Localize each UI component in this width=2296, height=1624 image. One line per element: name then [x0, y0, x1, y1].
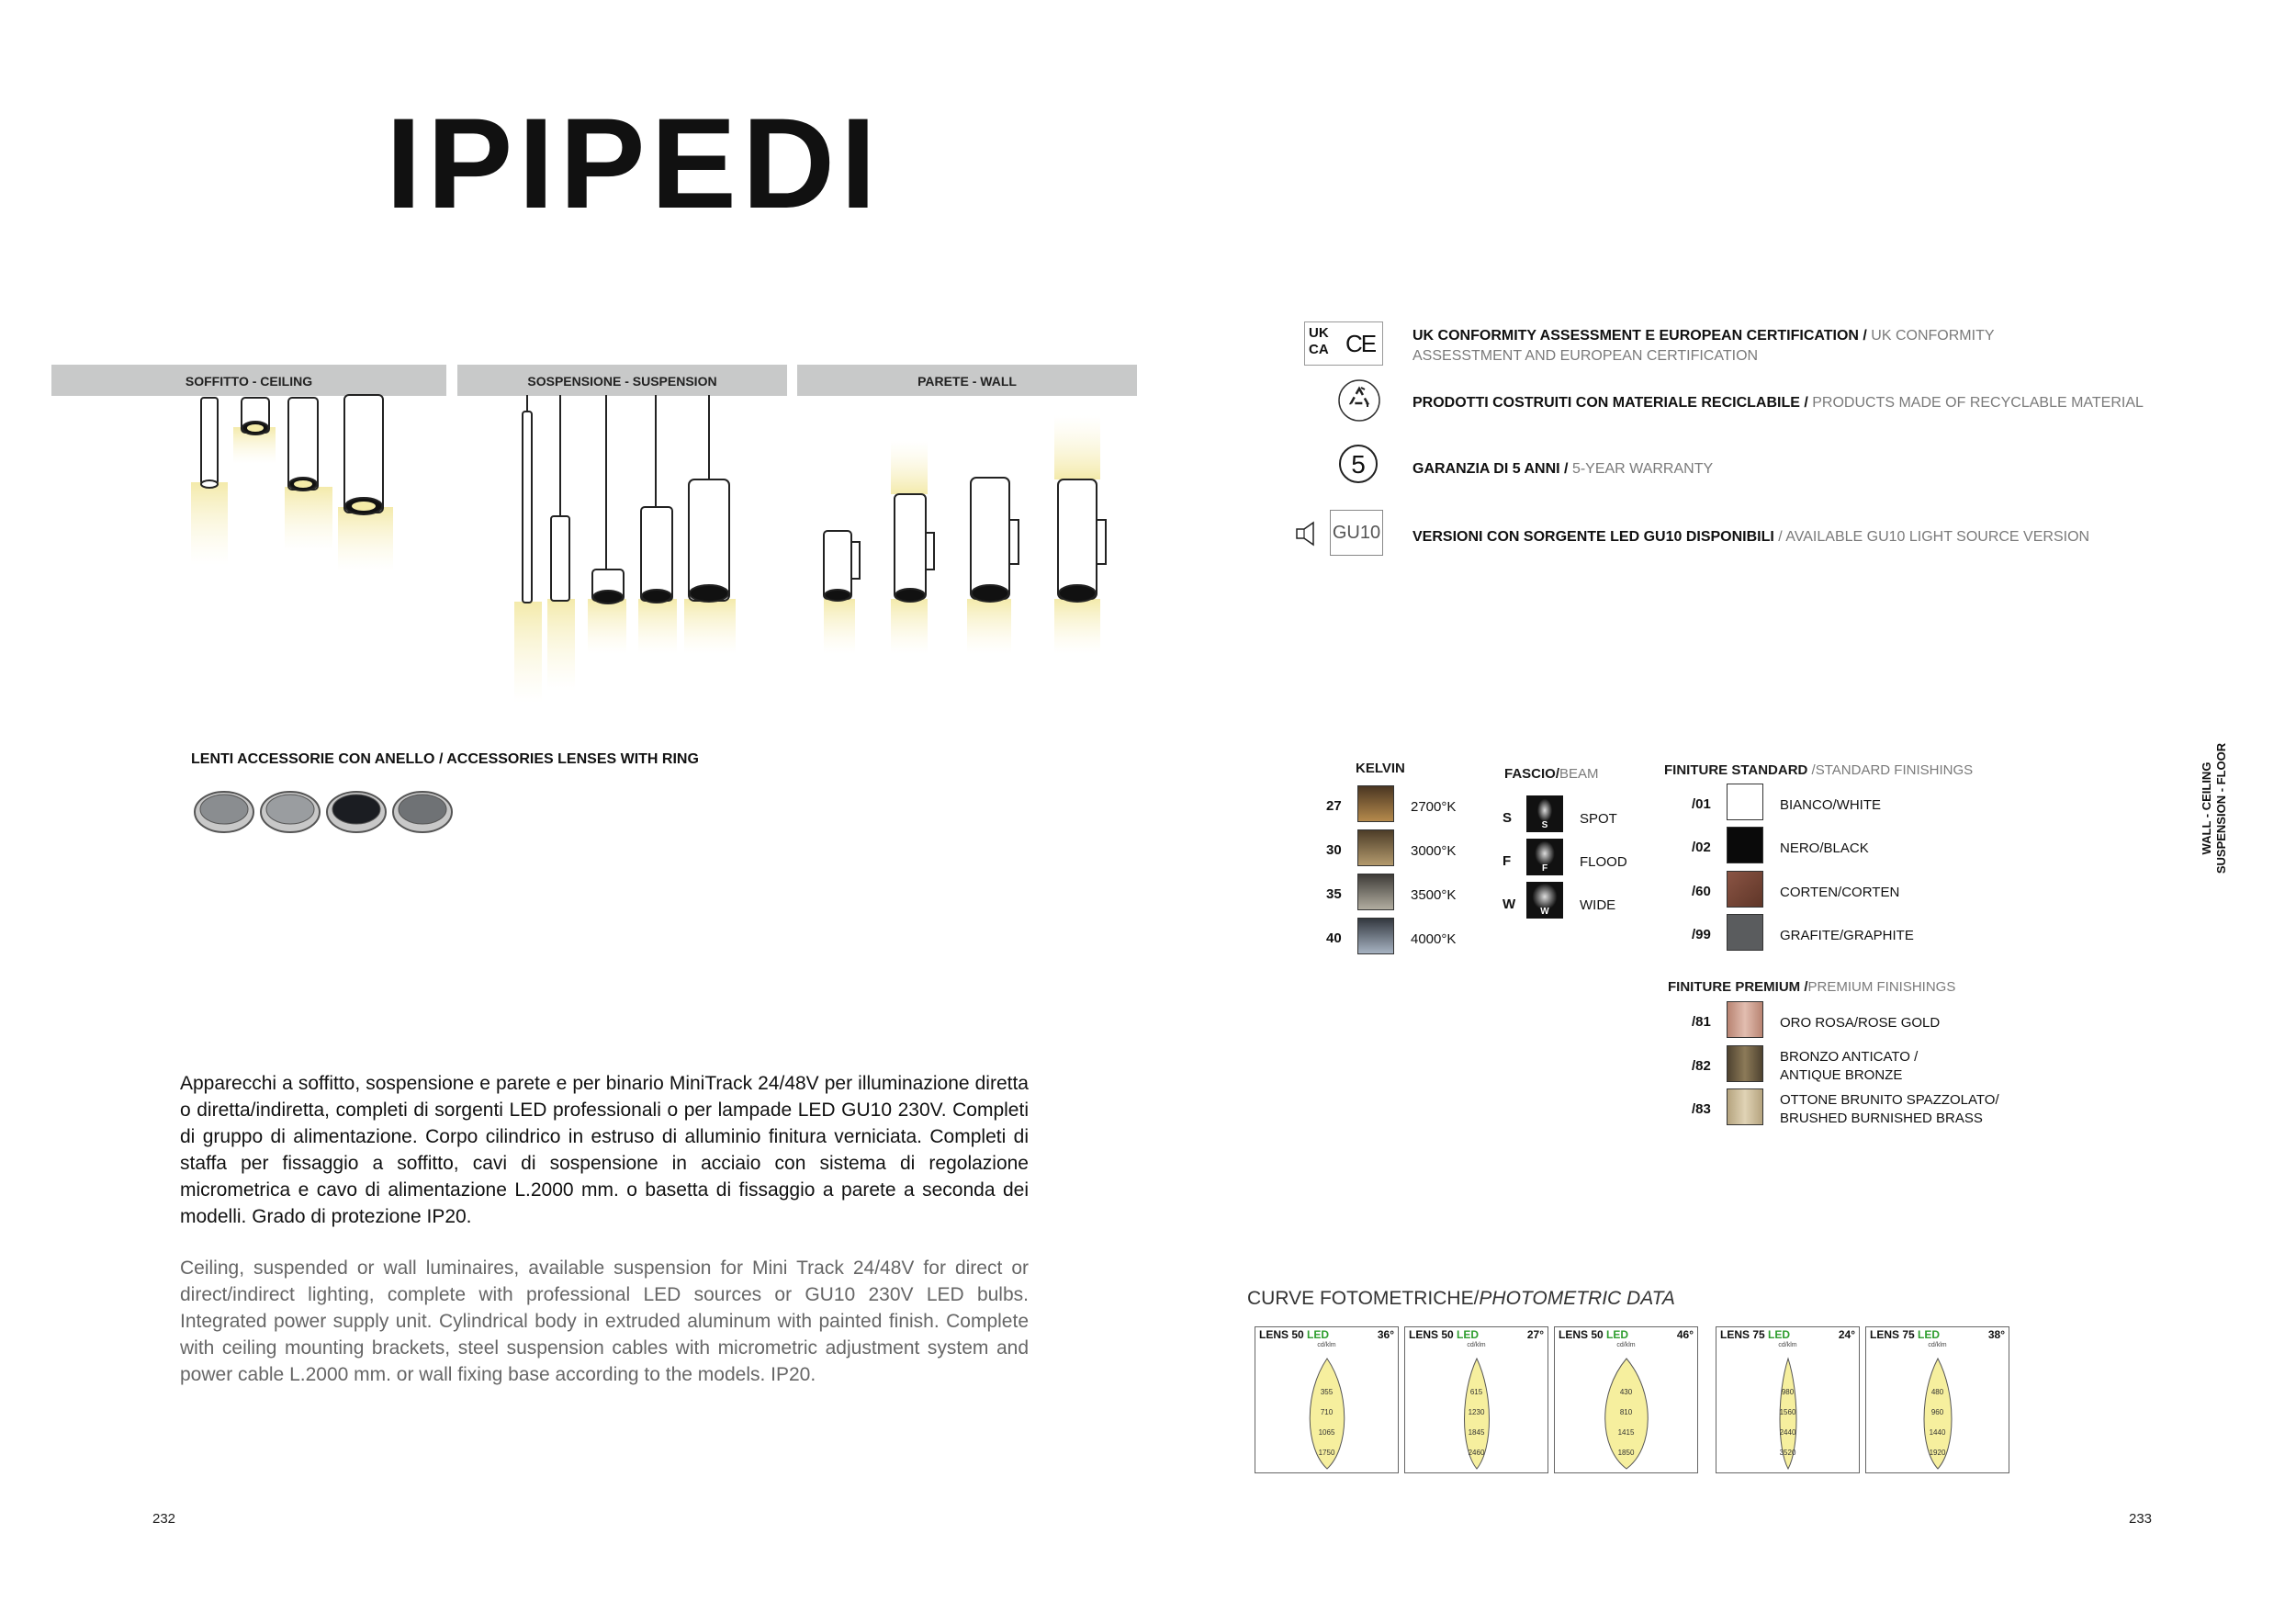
kelvin-swatch — [1357, 785, 1394, 822]
cert-ukca-text: UK CONFORMITY ASSESSMENT E EUROPEAN CERTIFICATION / UK CONFORMITY ASSESSTMENT AND EUROPEAN CERTIFICATION — [1412, 328, 1995, 364]
lenses-title: LENTI ACCESSORIE CON ANELLO / ACCESSORIES LENSES WITH RING — [191, 751, 699, 767]
lens-icon — [393, 792, 452, 832]
finish-swatch — [1727, 914, 1763, 951]
product-title: IPIPEDI — [386, 91, 882, 235]
photometric-curve: LENS 75 LED 24° cd/klm 980 1560 2440 3520 — [1716, 1326, 1860, 1473]
kelvin-swatch — [1357, 829, 1394, 866]
description-italian: Apparecchi a soffitto, sospensione e parete e per binario MiniTrack 24/48V per illuminazione diretta o diretta/indiretta, completi di sorgenti LED professionali o per lampade LED GU10 230V. Completi di gruppo di alimentazione. Corpo cilindrico in estruso di alluminio finitura verniciata. Completi di staffa per fissaggio a soffitto, cavi di sospensione in acciaio con sistema di regolazione micrometrica e cavo di alimentazione L.2000 mm. o basetta di fissaggio a parete a seconda dei modelli. Grado di protezione IP20. — [180, 1073, 1029, 1227]
product-drawings — [0, 386, 1157, 707]
suspension-lamps — [514, 395, 736, 703]
cert-gu10-text: VERSIONI CON SORGENTE LED GU10 DISPONIBILI / AVAILABLE GU10 LIGHT SOURCE VERSION — [1412, 529, 2090, 545]
page-number-right: 233 — [2129, 1511, 2153, 1527]
photometric-curve: LENS 50 LED 36° cd/klm 355 710 1065 1750 — [1255, 1326, 1399, 1473]
flood-beam-icon: F — [1526, 839, 1563, 875]
kelvin-swatch — [1357, 874, 1394, 910]
side-category-label: WALL - CEILING SUSPENSION - FLOOR — [2200, 742, 2228, 874]
photometric-curve: LENS 50 LED 46° cd/klm 430 810 1415 1850 — [1554, 1326, 1698, 1473]
band-suspension: SOSPENSIONE - SUSPENSION — [457, 365, 787, 396]
kelvin-swatch — [1357, 918, 1394, 954]
description-english: Ceiling, suspended or wall luminaires, available suspension for Mini Track 24/48V for direct or direct/indirect lighting, complete with professional LED sources or GU10 230V LED bulbs. Integrated power supply unit. Cylindrical body in extruded aluminum with painted finish. Complete with ceiling mounting brackets, steel suspension cables with micrometric adjustment system and power cable L.2000 mm. or wall fixing base according to the models. IP20. — [180, 1257, 1029, 1385]
photometric-title: CURVE FOTOMETRICHE/PHOTOMETRIC DATA — [1247, 1288, 1675, 1309]
ceiling-lamps — [191, 395, 393, 571]
cert-recycle-text: PRODOTTI COSTRUITI CON MATERIALE RECICLABILE / PRODUCTS MADE OF RECYCLABLE MATERIAL — [1412, 395, 2144, 411]
gu10-icon: GU10 — [1330, 510, 1383, 556]
finish-swatch — [1727, 1001, 1763, 1038]
lenses-row — [191, 788, 467, 836]
standard-finishes-title: FINITURE STANDARD /STANDARD FINISHINGS — [1664, 762, 1974, 778]
finish-swatch — [1727, 871, 1763, 908]
wide-beam-icon: W — [1526, 882, 1563, 919]
recycle-icon — [1337, 378, 1381, 423]
lens-icon — [327, 792, 386, 832]
finish-swatch — [1727, 1088, 1763, 1125]
speaker-icon — [1293, 520, 1324, 547]
cert-warranty-text: GARANZIA DI 5 ANNI / 5-YEAR WARRANTY — [1412, 461, 1714, 477]
finish-swatch — [1727, 1045, 1763, 1082]
kelvin-title: KELVIN — [1356, 761, 1405, 776]
finish-swatch — [1727, 827, 1763, 863]
ukca-ce-icon: UK CA CE — [1304, 321, 1383, 366]
finish-swatch — [1727, 784, 1763, 820]
photometric-curve: LENS 50 LED 27° cd/klm 615 1230 1845 2460 — [1404, 1326, 1548, 1473]
lens-icon — [195, 792, 253, 832]
beam-title: FASCIO/BEAM — [1504, 766, 1599, 782]
spot-beam-icon: S — [1526, 795, 1563, 832]
wall-lamps — [824, 415, 1106, 654]
photometric-curve: LENS 75 LED 38° cd/klm 480 960 1440 1920 — [1865, 1326, 2009, 1473]
page-number-left: 232 — [152, 1511, 176, 1527]
band-ceiling: SOFFITTO - CEILING — [51, 365, 446, 396]
lens-icon — [261, 792, 320, 832]
band-wall: PARETE - WALL — [797, 365, 1137, 396]
warranty-5-icon: 5 — [1339, 445, 1378, 483]
premium-finishes-title: FINITURE PREMIUM /PREMIUM FINISHINGS — [1668, 979, 1956, 995]
